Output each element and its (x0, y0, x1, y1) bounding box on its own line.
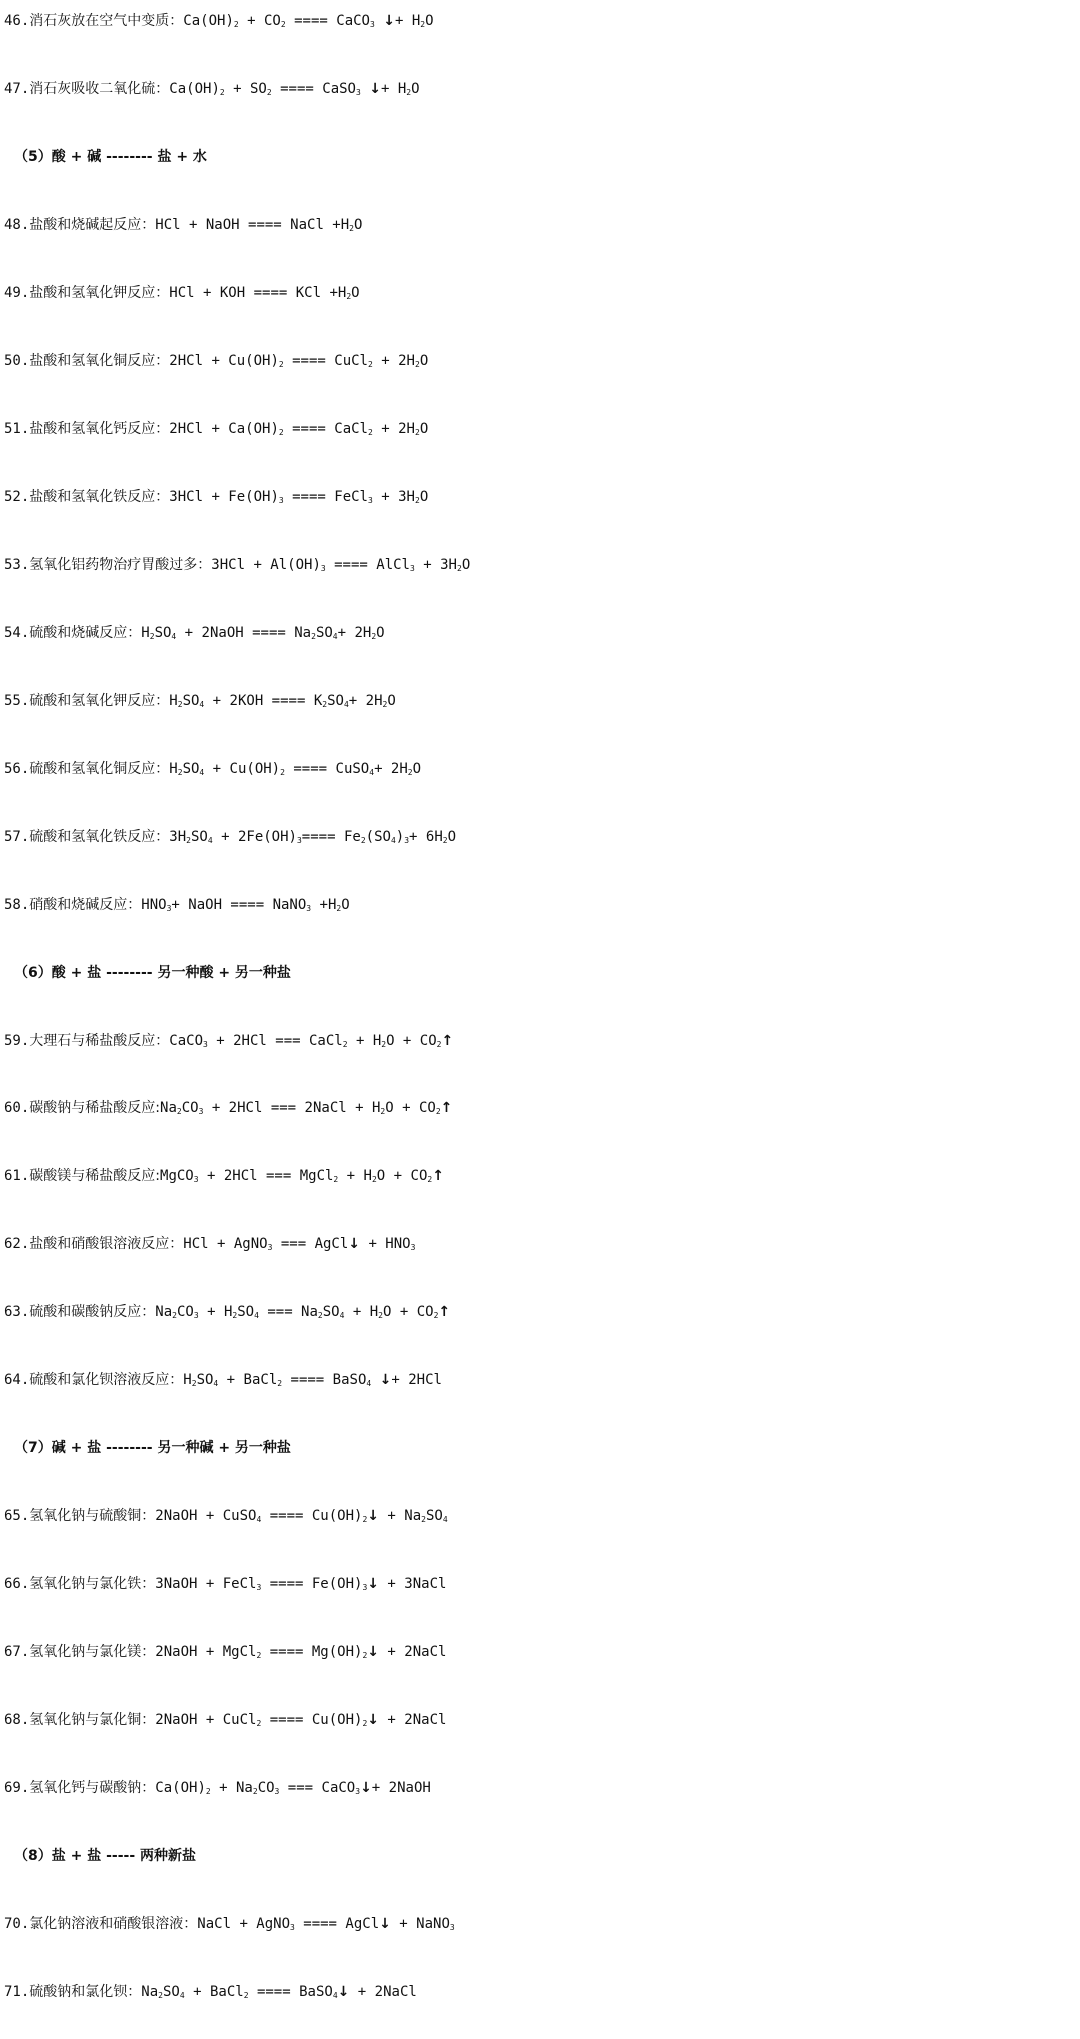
subscript: 2 (368, 360, 373, 369)
equation-row (0, 1958, 1080, 2027)
reaction-description: 碳酸钠与稀盐酸反应: (29, 1100, 161, 1116)
reaction-description: 氢氧化钠与氯化铜： (29, 1712, 156, 1728)
subscript: 4 (213, 1379, 219, 1388)
subscript: 2 (177, 700, 183, 709)
precipitate-arrow-icon: ↓ (379, 1372, 392, 1388)
reaction-description: 碳酸镁与稀盐酸反应: (29, 1168, 161, 1184)
reaction-description: 硫酸和氢氧化铁反应： (29, 829, 170, 845)
subscript: 2 (381, 1040, 387, 1049)
equation-row (0, 871, 1080, 940)
subscript: 4 (254, 1311, 259, 1320)
subscript: 2 (371, 632, 377, 641)
equation-row (0, 531, 1080, 600)
chemical-equation: $H_2SO_4 + Cu(OH)_2$ ==== CuSO$_4$+ $2H_2O$ (169, 761, 422, 777)
subscript: 3 (404, 836, 410, 845)
subscript: 3 (320, 564, 326, 573)
precipitate-arrow-icon: ↓ (383, 13, 395, 29)
subscript: 3 (274, 1787, 280, 1796)
subscript: 4 (199, 700, 205, 709)
equation-row (0, 1074, 1080, 1143)
equation-number: 56. (4, 761, 30, 777)
subscript: 4 (442, 1515, 448, 1524)
reaction-description: 消石灰放在空气中变质： (29, 13, 184, 29)
reaction-description: 硫酸和烧碱反应： (29, 625, 142, 641)
reaction-description: 氢氧化钠与硫酸铜： (29, 1508, 156, 1524)
reaction-description: 氢氧化铝药物治疗胃酸过多： (29, 557, 212, 573)
subscript: 4 (343, 700, 349, 709)
subscript: 2 (407, 768, 413, 777)
subscript: 2 (362, 1651, 368, 1660)
subscript: 3 (296, 836, 302, 845)
subscript: 2 (380, 1107, 386, 1116)
subscript: 2 (406, 88, 412, 97)
subscript: 3 (193, 1311, 199, 1320)
equation-row (0, 1346, 1080, 1415)
chemical-equation: 3NaOH + FeCl$_3$ ==== $Fe(OH)_3↓$ + 3NaCl (155, 1576, 447, 1592)
equation-row (0, 463, 1080, 532)
subscript: 2 (233, 20, 239, 29)
equation-row (0, 1550, 1080, 1619)
subscript: 3 (410, 564, 415, 573)
chemical-equation: $2HCl + Ca(OH)_2$ ==== CaCl$_2$ + $2H_2O$ (169, 421, 429, 437)
subscript: 2 (336, 904, 342, 913)
chemical-equation: $3H_2SO_4 + 2Fe(OH)_3==== Fe_2(SO_4)_3+ 6H_2O$ (169, 829, 457, 845)
subscript: 2 (317, 1311, 323, 1320)
equation-number: 52. (4, 489, 30, 505)
reaction-description: 硫酸和碳酸钠反应： (29, 1304, 156, 1320)
reaction-description: 盐酸和氢氧化钙反应： (29, 421, 170, 437)
subscript: 4 (332, 632, 338, 641)
precipitate-arrow-icon: ↓ (379, 1916, 391, 1932)
equation-number: 71. (4, 1984, 30, 2000)
gas-arrow-icon: ↑ (440, 1100, 453, 1116)
equation-number: 63. (4, 1304, 30, 1320)
equation-number: 58. (4, 897, 30, 913)
chemical-equation: $3HCl + Fe(OH)_3$ ==== FeCl$_3$ + $3H_2O$ (169, 489, 429, 505)
chemical-equation: $3HCl + Al(OH)_3$ ==== AlCl$_3$ + $3H_2O$ (211, 557, 471, 573)
gas-arrow-icon: ↑ (441, 1033, 454, 1049)
subscript: 2 (436, 1040, 442, 1049)
subscript: 2 (456, 564, 462, 573)
equation-number: 53. (4, 557, 30, 573)
chemical-equation: HCl + NaOH ==== NaCl $+H_2O$ (155, 217, 363, 233)
subscript: 2 (177, 768, 183, 777)
equation-row (0, 667, 1080, 736)
equation-number: 60. (4, 1100, 30, 1116)
subscript: 3 (256, 1583, 262, 1592)
equation-number: 51. (4, 421, 30, 437)
chemical-equation: NaCl + AgNO$_3$ ==== AgCl↓ + NaNO$_3$ (197, 1916, 455, 1932)
subscript: 4 (332, 1991, 338, 2000)
reaction-description: 氢氧化钠与氯化铁： (29, 1576, 156, 1592)
precipitate-arrow-icon: ↓ (369, 81, 381, 97)
subscript: 2 (421, 1515, 426, 1524)
equation-number: 61. (4, 1168, 30, 1184)
subscript: 2 (280, 768, 285, 777)
subscript: 4 (171, 632, 177, 641)
subscript: 3 (278, 496, 284, 505)
subscript: 2 (311, 632, 316, 641)
subscript: 4 (366, 1379, 372, 1388)
subscript: 3 (267, 1243, 273, 1252)
equation-row (0, 395, 1080, 464)
subscript: 3 (290, 1923, 295, 1932)
precipitate-arrow-icon: ↓ (367, 1712, 379, 1728)
subscript: 2 (277, 1379, 283, 1388)
equation-number: 67. (4, 1644, 30, 1660)
equation-number: 59. (4, 1033, 30, 1049)
reaction-description: 氢氧化钠与氯化镁： (29, 1644, 156, 1660)
subscript: 2 (158, 1991, 163, 2000)
subscript: 4 (256, 1515, 262, 1524)
subscript: 2 (378, 1311, 383, 1320)
chemical-equation: $HNO_3+$ NaOH ==== NaNO$_3$ $+H_2O$ (141, 897, 350, 913)
chemical-equation: 2NaOH + CuSO$_4$ ==== $Cu(OH)_2↓ + Na_2SO_4$ (155, 1508, 448, 1524)
equation-row (0, 1686, 1080, 1755)
subscript: 2 (278, 360, 284, 369)
subscript: 3 (306, 904, 312, 913)
equation-number: 65. (4, 1508, 30, 1524)
subscript: 2 (420, 20, 426, 29)
subscript: 4 (369, 768, 375, 777)
precipitate-arrow-icon: ↓ (360, 1780, 372, 1796)
subscript: 2 (435, 1107, 441, 1116)
precipitate-arrow-icon: ↓ (348, 1236, 361, 1252)
equation-row (0, 1618, 1080, 1687)
equation-row (0, 327, 1080, 396)
subscript: 2 (371, 1175, 377, 1184)
equation-number: 49. (4, 285, 30, 301)
reaction-description: 硝酸和烧碱反应： (29, 897, 142, 913)
equation-number: 70. (4, 1916, 30, 1932)
gas-arrow-icon: ↑ (432, 1168, 444, 1184)
reaction-description: 盐酸和烧碱起反应： (29, 217, 156, 233)
subscript: 2 (252, 1787, 258, 1796)
equation-row (0, 1210, 1080, 1279)
equation-row (0, 1007, 1080, 1076)
equation-number: 57. (4, 829, 30, 845)
subscript: 3 (449, 1923, 455, 1932)
subscript: 4 (207, 836, 213, 845)
equation-row (0, 803, 1080, 872)
reaction-description: 盐酸和硝酸银溶液反应： (29, 1236, 184, 1252)
reaction-description: 大理石与稀盐酸反应： (29, 1033, 170, 1049)
equation-number: 54. (4, 625, 30, 641)
chemical-equation: $Na_2CO_3 + 2HCl$ === 2NaCl + $H_2O$ + $CO_2↑$ (160, 1100, 453, 1116)
subscript: 2 (322, 700, 328, 709)
reaction-description: 盐酸和氢氧化铜反应： (29, 353, 170, 369)
reaction-description: 氯化钠溶液和硝酸银溶液： (29, 1916, 198, 1932)
chemical-equation: $Na_2CO_3 + H_2SO_4$ === $Na_2SO_4 + H_2O$ + $CO_2↑$ (155, 1304, 451, 1320)
subscript: 2 (442, 836, 448, 845)
chemical-equation: $2HCl + Cu(OH)_2$ ==== CuCl$_2$ + $2H_2O$ (169, 353, 429, 369)
reaction-description: 盐酸和氢氧化铁反应： (29, 489, 170, 505)
subscript: 2 (414, 360, 420, 369)
chemical-equation: $H_2SO_4$ + 2NaOH ==== $Na_2SO_4+ 2H_2O$ (141, 625, 385, 641)
gas-arrow-icon: ↑ (438, 1304, 451, 1320)
equation-number: 46. (4, 13, 30, 29)
equation-number: 66. (4, 1576, 30, 1592)
chemical-equation: $Ca(OH)_2 + SO_2$ ==== CaSO$_3$ ↓+ $H_2O$ (169, 81, 420, 97)
subscript: 2 (414, 496, 420, 505)
equation-row (0, 1754, 1080, 1823)
subscript: 2 (349, 224, 354, 233)
equation-number: 68. (4, 1712, 30, 1728)
equation-number: 55. (4, 693, 30, 709)
chemical-equation: $H_2SO_4$ + BaCl$_2$ ==== BaSO$_4$ ↓+ 2HCl (183, 1372, 442, 1388)
precipitate-arrow-icon: ↓ (367, 1508, 379, 1524)
subscript: 4 (179, 1991, 185, 2000)
precipitate-arrow-icon: ↓ (367, 1576, 379, 1592)
equation-number: 50. (4, 353, 30, 369)
chemical-equation: $Ca(OH)_2 + Na_2CO_3$ === CaCO$_3$↓+ 2NaOH (155, 1780, 431, 1796)
subscript: 2 (191, 1379, 197, 1388)
equation-row (0, 1278, 1080, 1347)
subscript: 2 (280, 20, 286, 29)
chemical-equation: CaCO$_3$ + 2HCl === CaCl$_2$ + $H_2O$ + $CO_2↑$ (169, 1033, 454, 1049)
reaction-description: 消石灰吸收二氧化硫： (29, 81, 170, 97)
subscript: 2 (346, 292, 352, 301)
subscript: 2 (256, 1651, 262, 1660)
subscript: 2 (256, 1719, 262, 1728)
equation-number: 48. (4, 217, 30, 233)
equation-number: 47. (4, 81, 30, 97)
chemical-equation: $Na_2SO_4$ + BaCl$_2$ ==== BaSO$_4$↓ + 2NaCl (141, 1984, 417, 2000)
equation-row (0, 599, 1080, 668)
subscript: 3 (369, 20, 375, 29)
chemical-equation: $Ca(OH)_2 + CO_2$ ==== CaCO$_3$ ↓+ $H_2O$ (183, 13, 434, 29)
reaction-description: 硫酸和氢氧化铜反应： (29, 761, 170, 777)
reaction-description: 盐酸和氢氧化钾反应： (29, 285, 170, 301)
subscript: 2 (172, 1311, 177, 1320)
section-heading: （5）酸 + 碱 -------- 盐 + 水 (14, 149, 207, 165)
chemical-equation: HCl + KOH ==== KCl $+H_2O$ (169, 285, 360, 301)
subscript: 3 (198, 1107, 204, 1116)
section-heading: （8）盐 + 盐 ----- 两种新盐 (14, 1848, 197, 1864)
subscript: 2 (360, 836, 366, 845)
subscript: 4 (199, 768, 205, 777)
reaction-description: 氢氧化钙与碳酸钠： (29, 1780, 156, 1796)
subscript: 3 (203, 1040, 208, 1049)
subscript: 4 (390, 836, 396, 845)
chemical-equation: MgCO$_3$ + 2HCl === MgCl$_2$ + $H_2O$ + $CO_2↑$ (160, 1168, 444, 1184)
subscript: 2 (219, 88, 225, 97)
chemical-equation: 2NaOH + CuCl$_2$ ==== $Cu(OH)_2↓$ + 2NaCl (155, 1712, 447, 1728)
subscript: 3 (355, 1787, 361, 1796)
subscript: 2 (362, 1719, 368, 1728)
subscript: 2 (266, 88, 272, 97)
subscript: 3 (410, 1243, 416, 1252)
subscript: 2 (278, 428, 284, 437)
equation-row (0, 1482, 1080, 1551)
equation-row (0, 55, 1080, 124)
subscript: 2 (342, 1040, 348, 1049)
subscript: 2 (333, 1175, 339, 1184)
equation-row (0, 1142, 1080, 1211)
subscript: 2 (243, 1991, 249, 2000)
subscript: 3 (368, 496, 373, 505)
subscript: 2 (149, 632, 155, 641)
subscript: 2 (433, 1311, 439, 1320)
equation-row (0, 0, 1080, 56)
equation-number: 69. (4, 1780, 30, 1796)
equation-number: 64. (4, 1372, 30, 1388)
subscript: 2 (205, 1787, 211, 1796)
subscript: 2 (232, 1311, 238, 1320)
subscript: 3 (193, 1175, 199, 1184)
precipitate-arrow-icon: ↓ (337, 1984, 350, 2000)
subscript: 2 (427, 1175, 433, 1184)
subscript: 3 (355, 88, 361, 97)
subscript: 2 (362, 1515, 368, 1524)
reaction-description: 硫酸钠和氯化钡： (29, 1984, 142, 2000)
subscript: 2 (176, 1107, 182, 1116)
section-heading: （7）碱 + 盐 -------- 另一种碱 + 另一种盐 (14, 1440, 291, 1456)
precipitate-arrow-icon: ↓ (367, 1644, 379, 1660)
equation-row (0, 1890, 1080, 1959)
subscript: 4 (339, 1311, 345, 1320)
subscript: 3 (166, 904, 172, 913)
section-heading: （6）酸 + 盐 -------- 另一种酸 + 另一种盐 (14, 965, 291, 981)
subscript: 3 (362, 1583, 368, 1592)
equation-row (0, 191, 1080, 260)
reaction-description: 硫酸和氯化钡溶液反应： (29, 1372, 184, 1388)
subscript: 2 (368, 428, 373, 437)
equation-row (0, 259, 1080, 328)
subscript: 2 (186, 836, 191, 845)
subscript: 2 (414, 428, 420, 437)
subscript: 2 (382, 700, 388, 709)
chemical-equation: HCl + AgNO$_3$ === AgCl↓ + $HNO_3$ (183, 1236, 416, 1252)
chemical-equation: 2NaOH + MgCl$_2$ ==== $Mg(OH)_2↓$ + 2NaCl (155, 1644, 447, 1660)
reaction-description: 硫酸和氢氧化钾反应： (29, 693, 170, 709)
equation-number: 62. (4, 1236, 30, 1252)
equation-row (0, 735, 1080, 804)
chemical-equation: $H_2SO_4 + 2KOH$ ==== $K_2SO_4+ 2H_2O$ (169, 693, 396, 709)
